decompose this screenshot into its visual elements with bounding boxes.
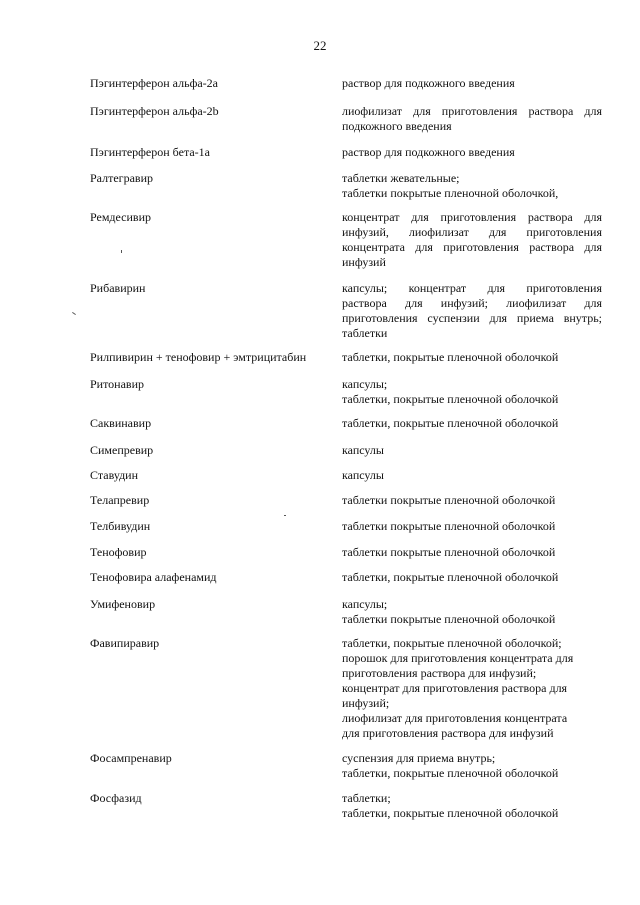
drug-name: Рибавирин: [90, 281, 146, 295]
dosage-form-line: таблетки, покрытые пленочной оболочкой: [342, 416, 559, 430]
dosage-form-line: концентрат для приготовления раствора для: [342, 210, 602, 224]
dosage-form-line: инфузий: [342, 255, 386, 269]
dosage-form-line: таблетки покрытые пленочной оболочкой: [342, 493, 556, 507]
dosage-form: [342, 104, 602, 134]
dosage-form: [342, 76, 602, 91]
dosage-form: [342, 791, 602, 821]
dosage-form-line: порошок для приготовления концентрата для: [342, 651, 574, 665]
dosage-form-line: таблетки, покрытые пленочной оболочкой: [342, 350, 559, 364]
dosage-form: [342, 636, 602, 741]
dosage-form: [342, 468, 602, 483]
dosage-form-line: инфузий;: [342, 696, 390, 710]
drug-name: Рилпивирин + тенофовир + эмтрицитабин: [90, 350, 307, 364]
dosage-form-line: таблетки покрытые пленочной оболочкой: [342, 612, 556, 626]
dosage-form-line: приготовления раствора для инфузий;: [342, 666, 537, 680]
dosage-form: [342, 377, 602, 407]
drug-name: Пэгинтерферон альфа-2b: [90, 104, 219, 118]
dosage-form-line: раствора для инфузий; лиофилизат для: [342, 296, 602, 310]
dosage-form-line: раствор для подкожного введения: [342, 145, 515, 159]
dosage-form-line: таблетки покрытые пленочной оболочкой: [342, 545, 556, 559]
scan-artifact: [284, 515, 286, 516]
drug-name: Ралтегравир: [90, 171, 153, 185]
dosage-form-line: инфузий, лиофилизат для приготовления: [342, 225, 602, 239]
dosage-form-line: лиофилизат для приготовления раствора для: [342, 104, 602, 118]
drug-name: Симепревир: [90, 443, 154, 457]
dosage-form: [342, 597, 602, 627]
dosage-form-line: капсулы; концентрат для приготовления: [342, 281, 602, 295]
dosage-form: [342, 281, 602, 341]
dosage-form-line: раствор для подкожного введения: [342, 76, 515, 90]
page-number: 22: [313, 38, 327, 53]
dosage-form-line: капсулы: [342, 468, 384, 482]
scan-artifact: [72, 312, 76, 315]
drug-name: Фосфазид: [90, 791, 142, 805]
dosage-form-line: таблетки, покрытые пленочной оболочкой: [342, 392, 559, 406]
dosage-form: [342, 350, 602, 365]
dosage-form-line: лиофилизат для приготовления концентрата: [342, 711, 568, 725]
drug-name: Фосампренавир: [90, 751, 172, 765]
dosage-form: [342, 519, 602, 534]
dosage-form-line: подкожного введения: [342, 119, 452, 133]
dosage-form: [342, 145, 602, 160]
dosage-form-line: таблетки, покрытые пленочной оболочкой: [342, 766, 559, 780]
drug-name: Ритонавир: [90, 377, 145, 391]
dosage-form: [342, 493, 602, 508]
dosage-form: [342, 545, 602, 560]
drug-name: Саквинавир: [90, 416, 152, 430]
dosage-form: [342, 443, 602, 458]
dosage-form-line: для приготовления раствора для инфузий: [342, 726, 554, 740]
drug-name: Телапревир: [90, 493, 150, 507]
dosage-form-line: капсулы: [342, 443, 384, 457]
dosage-form: [342, 570, 602, 585]
scan-artifact: [121, 250, 122, 253]
dosage-form-line: таблетки, покрытые пленочной оболочкой;: [342, 636, 562, 650]
dosage-form-line: приготовления суспензии для приема внутрь;: [342, 311, 602, 325]
dosage-form-line: капсулы;: [342, 377, 388, 391]
dosage-form-line: таблетки покрытые пленочной оболочкой: [342, 519, 556, 533]
drug-name: Тенофовир: [90, 545, 147, 559]
drug-name: Умифеновир: [90, 597, 156, 611]
dosage-form-line: концентрат для приготовления раствора для: [342, 681, 568, 695]
drug-name: Пэгинтерферон альфа-2а: [90, 76, 218, 90]
dosage-form-line: таблетки;: [342, 791, 391, 805]
drug-name: Тенофовира алафенамид: [90, 570, 217, 584]
dosage-form: [342, 751, 602, 781]
drug-name: Ставудин: [90, 468, 139, 482]
dosage-form-line: таблетки, покрытые пленочной оболочкой: [342, 570, 559, 584]
drug-name: Телбивудин: [90, 519, 151, 533]
dosage-form: [342, 171, 602, 201]
dosage-form-line: суспензия для приема внутрь;: [342, 751, 496, 765]
dosage-form: [342, 210, 602, 270]
dosage-form-line: капсулы;: [342, 597, 388, 611]
drug-name: Пэгинтерферон бета-1а: [90, 145, 210, 159]
drug-name: Ремдесивир: [90, 210, 152, 224]
dosage-form-line: таблетки покрытые пленочной оболочкой,: [342, 186, 559, 200]
dosage-form-line: таблетки жевательные;: [342, 171, 460, 185]
dosage-form-line: таблетки: [342, 326, 388, 340]
dosage-form-line: концентрата для приготовления раствора для: [342, 240, 602, 254]
dosage-form: [342, 416, 602, 431]
dosage-form-line: таблетки, покрытые пленочной оболочкой: [342, 806, 559, 820]
drug-name: Фавипиравир: [90, 636, 160, 650]
